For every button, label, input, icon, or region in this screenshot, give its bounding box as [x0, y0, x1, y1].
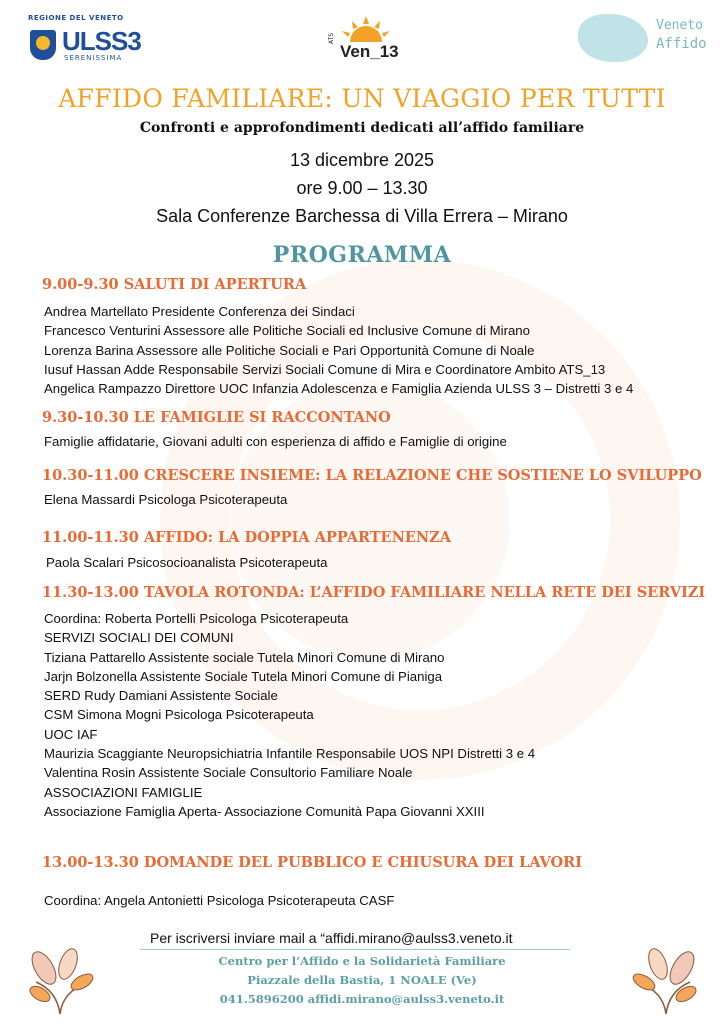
- event-date: 13 dicembre 2025: [289, 150, 435, 170]
- section-title-tavola-rotonda: 11.30-13.00 TAVOLA ROTONDA: L’AFFIDO FAMILIARE NELLA RETE DEI SERVIZI: [42, 584, 706, 601]
- logo-region-text: REGIONE DEL VENETO: [28, 14, 124, 22]
- veneto-shield-icon: [30, 30, 56, 60]
- ats-ven13-logo: [330, 14, 400, 68]
- speaker-line: SERVIZI SOCIALI DEI COMUNI: [44, 630, 234, 646]
- logo-ulss-sub: SERENISSIMA: [64, 54, 123, 62]
- speaker-line: UOC IAF: [44, 726, 98, 742]
- section-list-tavola-rotonda: [44, 609, 535, 821]
- footer-contact: 041.5896200 affidi.mirano@aulss3.veneto.it: [219, 992, 505, 1006]
- flower-right-icon: [628, 944, 704, 1020]
- logo-ven13-text: Ven_13: [340, 42, 399, 61]
- logo-ulss-name: ULSS3: [62, 26, 141, 56]
- speaker-line: Lorenza Barina Assessore alle Politiche Sociali e Pari Opportunità Comune di Noale: [44, 342, 535, 358]
- veneto-affido-logo: [578, 10, 712, 66]
- speaker-line: Paola Scalari Psicosocioanalista Psicoterapeuta: [46, 555, 328, 570]
- speaker-line: Jarjn Bolzonella Assistente Sociale Tutela Minori Comune di Pianiga: [44, 668, 443, 684]
- registration-note: Per iscriversi inviare mail a “affidi.mirano@aulss3.veneto.it: [150, 930, 513, 946]
- logo-ats-text: ATS: [328, 32, 335, 44]
- speaker-line: Tiziana Pattarello Assistente sociale Tutela Minori Comune di Mirano: [44, 649, 445, 665]
- section-title-affido: 11.00-11.30 AFFIDO: LA DOPPIA APPARTENENZA: [42, 529, 451, 546]
- logo-affido-text: Affido: [656, 36, 707, 52]
- ulss3-logo: [28, 14, 158, 66]
- sun-icon: [330, 14, 400, 44]
- elephant-icon: [578, 14, 648, 62]
- flower-left-icon: [22, 944, 98, 1020]
- speaker-line: Francesco Venturini Assessore alle Politiche Sociali ed Inclusive Comune di Mirano: [44, 323, 530, 339]
- speaker-line: SERD Rudy Damiani Assistente Sociale: [44, 688, 278, 704]
- speaker-line: Elena Massardi Psicologa Psicoterapeuta: [44, 492, 288, 507]
- speaker-line: Iusuf Hassan Adde Responsabile Servizi Sociali Comune di Mira e Coordinatore Ambito ATS_13: [44, 361, 606, 377]
- footer-divider: [140, 949, 570, 950]
- speaker-line: Angelica Rampazzo Direttore UOC Infanzia Adolescenza e Famiglia Azienda ULSS 3 – Distretti 3 e 4: [44, 381, 634, 397]
- page-subtitle: Confronti e approfondimenti dedicati all’affido familiare: [139, 120, 585, 136]
- event-time: ore 9.00 – 13.30: [296, 178, 428, 198]
- speaker-line: Associazione Famiglia Aperta- Associazione Comunità Papa Giovanni XXIII: [44, 803, 485, 819]
- speaker-line: Andrea Martellato Presidente Conferenza dei Sindaci: [44, 304, 355, 319]
- logo-veneto-text: Veneto: [656, 18, 703, 33]
- event-venue: Sala Conferenze Barchessa di Villa Errera – Mirano: [156, 206, 568, 226]
- section-title-saluti: 9.00-9.30 SALUTI DI APERTURA: [42, 276, 307, 293]
- section-title-domande: 13.00-13.30 DOMANDE DEL PUBBLICO E CHIUSURA DEI LAVORI: [42, 854, 582, 871]
- speaker-line: Coordina: Roberta Portelli Psicologa Psicoterapeuta: [44, 611, 349, 626]
- speaker-line: Coordina: Angela Antonietti Psicologa Psicoterapeuta CASF: [44, 893, 395, 908]
- speaker-line: CSM Simona Mogni Psicologa Psicoterapeuta: [44, 707, 314, 723]
- speaker-line: ASSOCIAZIONI FAMIGLIE: [44, 784, 203, 800]
- section-title-crescere: 10.30-11.00 CRESCERE INSIEME: LA RELAZIONE CHE SOSTIENE LO SVILUPPO: [42, 467, 702, 484]
- programma-heading: PROGRAMMA: [272, 242, 452, 268]
- speaker-line: Famiglie affidatarie, Giovani adulti con esperienza di affido e Famiglie di origine: [44, 434, 507, 449]
- section-title-famiglie: 9.30-10.30 LE FAMIGLIE SI RACCONTANO: [42, 409, 391, 426]
- footer-center-name: Centro per l’Affido e la Solidarietà Familiare: [218, 954, 506, 968]
- footer-address: Piazzale della Bastia, 1 NOALE (Ve): [247, 973, 477, 987]
- page-title: AFFIDO FAMILIARE: UN VIAGGIO PER TUTTI: [58, 84, 666, 113]
- section-list-saluti: [44, 302, 633, 398]
- speaker-line: Valentina Rosin Assistente Sociale Consultorio Familiare Noale: [44, 765, 413, 781]
- speaker-line: Maurizia Scaggiante Neuropsichiatria Infantile Responsabile UOS NPI Distretti 3 e 4: [44, 746, 536, 762]
